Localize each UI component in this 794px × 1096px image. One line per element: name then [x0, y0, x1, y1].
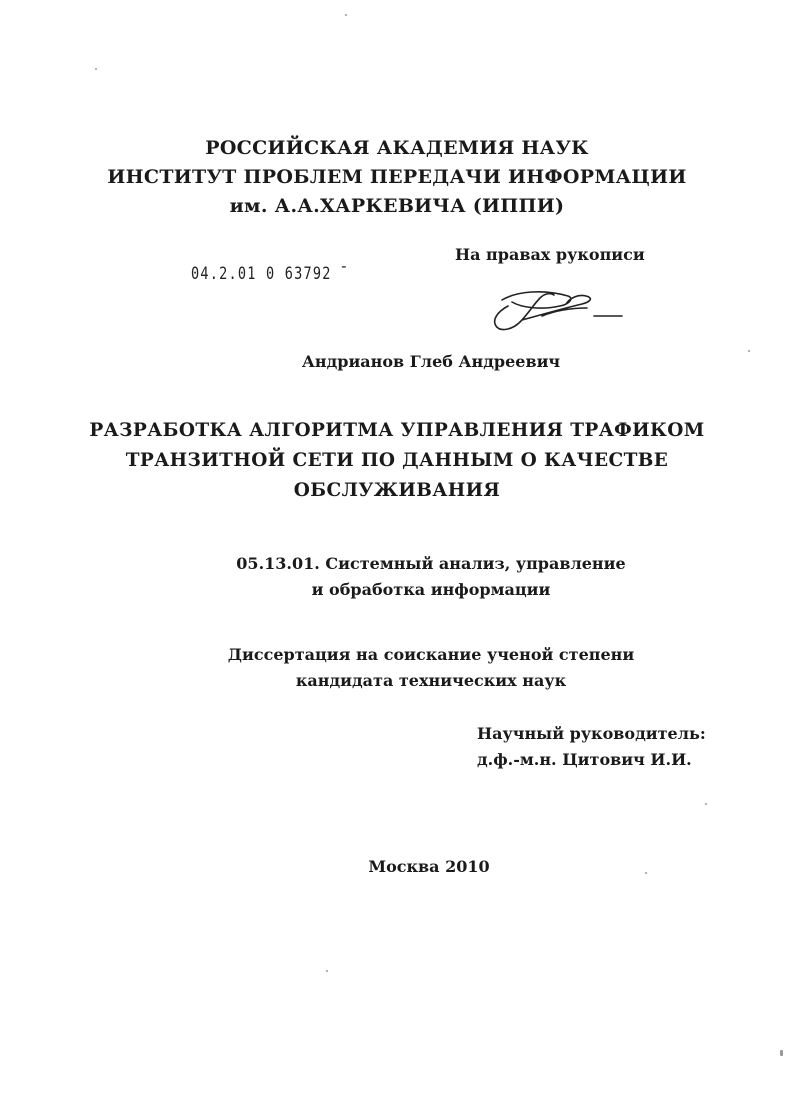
scan-speck	[326, 970, 328, 972]
specialty-line: 05.13.01. Системный анализ, управление	[236, 554, 626, 573]
scan-speck	[748, 350, 750, 352]
title-line: РАЗРАБОТКА АЛГОРИТМА УПРАВЛЕНИЯ ТРАФИКОМ	[89, 420, 705, 441]
degree-statement	[0, 642, 794, 694]
institute-name: ИНСТИТУТ ПРОБЛЕМ ПЕРЕДАЧИ ИНФОРМАЦИИ	[107, 166, 687, 188]
scan-speck	[780, 1050, 783, 1056]
advisor-name: д.ф.-м.н. Цитович И.И.	[477, 750, 692, 769]
dissertation-title	[0, 416, 794, 506]
specialty-line: и обработка информации	[311, 580, 551, 599]
specialty	[0, 551, 794, 603]
author-name: Андрианов Глеб Андреевич	[301, 352, 561, 371]
advisor-label: Научный руководитель:	[477, 724, 706, 743]
manuscript-note: На правах рукописи	[455, 245, 645, 264]
city-year: Москва 2010	[368, 857, 490, 876]
registration-stamp: 04.2.01 0 63792 ̄	[191, 264, 342, 283]
scan-speck	[345, 14, 347, 16]
degree-line: Диссертация на соискание ученой степени	[227, 645, 635, 664]
institute-dedication: им. А.А.ХАРКЕВИЧА (ИППИ)	[229, 195, 565, 217]
title-line: ОБСЛУЖИВАНИЯ	[293, 480, 501, 501]
title-line: ТРАНЗИТНОЙ СЕТИ ПО ДАННЫМ О КАЧЕСТВЕ	[125, 450, 669, 471]
author-signature	[482, 286, 632, 336]
institution-header	[0, 134, 794, 221]
scan-speck	[645, 872, 647, 874]
academy-name: РОССИЙСКАЯ АКАДЕМИЯ НАУК	[205, 137, 589, 159]
scan-speck	[705, 803, 707, 805]
scan-speck	[95, 68, 97, 70]
degree-line: кандидата технических наук	[295, 671, 567, 690]
